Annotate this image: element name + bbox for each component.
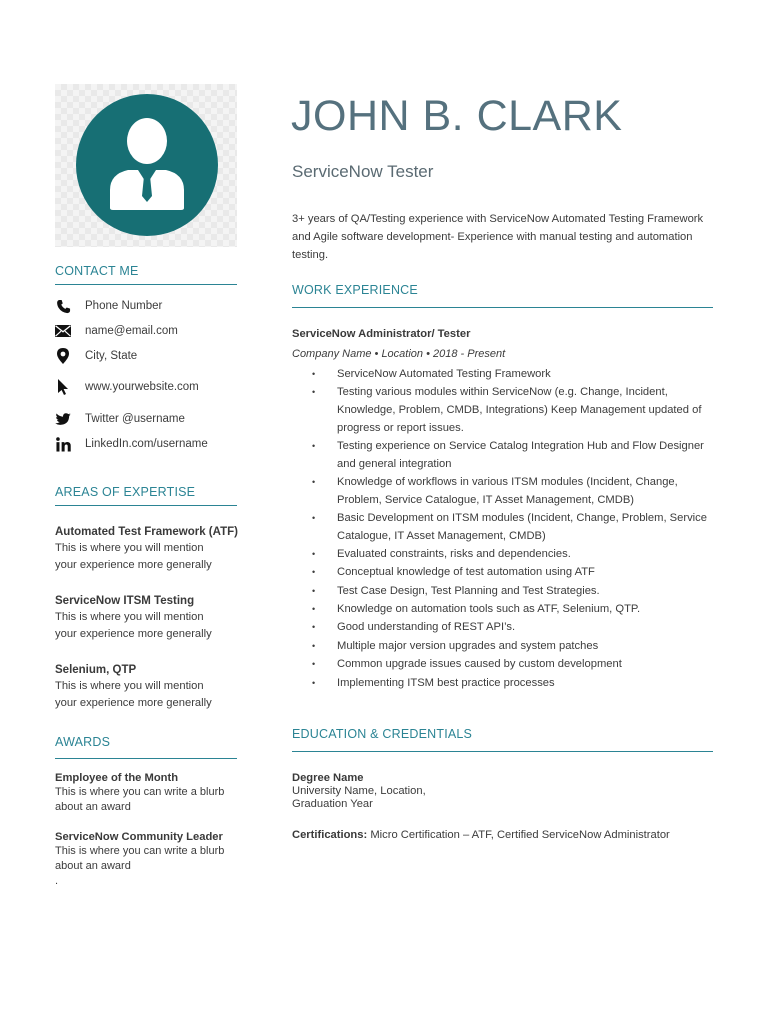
list-item	[312, 366, 712, 384]
contact-twitter-text[interactable]: Twitter @username	[85, 413, 185, 425]
award-item	[55, 831, 255, 889]
certifications-text: Micro Certification – ATF, Certified ServiceNow Administrator	[367, 829, 670, 841]
expertise-item-title: Automated Test Framework (ATF)	[55, 526, 238, 538]
award-item-line: This is where you can write a blurb	[55, 786, 225, 798]
degree-name: Degree Name	[292, 772, 364, 784]
awards-section	[55, 735, 237, 759]
award-item-line: about an award	[55, 801, 131, 813]
contact-phone	[55, 296, 245, 316]
list-item-text: Common upgrade issues caused by custom development	[337, 658, 622, 671]
expertise-divider	[55, 505, 237, 506]
contact-divider	[55, 284, 237, 285]
expertise-item-title: Selenium, QTP	[55, 664, 137, 676]
work-section	[292, 283, 713, 308]
bullet-icon: •	[312, 677, 316, 688]
list-item-text: Knowledge on automation tools such as ATF, Selenium, QTP.	[337, 603, 641, 616]
bullet-icon: •	[312, 640, 316, 651]
expertise-item-line: This is where you will mention	[55, 680, 204, 692]
expertise-item-text	[55, 609, 255, 643]
list-item	[312, 638, 712, 656]
list-item-text: ServiceNow Automated Testing Framework	[337, 368, 551, 380]
expertise-heading: AREAS OF EXPERTISE	[55, 485, 196, 499]
list-item-text: Multiple major version upgrades and system patches	[337, 639, 599, 652]
bullet-icon: •	[312, 440, 316, 451]
list-item	[312, 619, 712, 637]
graduation-year: Graduation Year	[292, 798, 373, 810]
job-responsibilities-list	[312, 366, 712, 693]
phone-icon	[55, 298, 71, 314]
bullet-icon: •	[312, 476, 316, 487]
certifications-label: Certifications:	[292, 829, 368, 841]
bullet-icon: •	[312, 387, 316, 398]
award-item-text	[55, 844, 255, 889]
cursor-icon	[55, 379, 71, 395]
bullet-icon: •	[312, 659, 316, 670]
expertise-item-line: your experience more generally	[55, 628, 212, 640]
contact-linkedin	[55, 434, 245, 454]
list-item-text: Test Case Design, Test Planning and Test Strategies.	[337, 584, 600, 597]
user-avatar-icon	[76, 94, 218, 236]
certifications-line	[292, 829, 732, 841]
bullet-icon: •	[312, 622, 316, 633]
list-item-text: Good understanding of REST API’s.	[337, 621, 516, 634]
expertise-item-line: your experience more generally	[55, 559, 212, 571]
linkedin-icon	[55, 436, 71, 452]
list-item-text: Testing experience on Service Catalog Integration Hub and Flow Designer and general integration	[337, 439, 704, 470]
contact-email	[55, 321, 245, 341]
list-item-text: Evaluated constraints, risks and dependencies.	[337, 547, 571, 560]
list-item-text: Basic Development on ITSM modules (Incident, Change, Problem, Service Catalogue, IT Asset Management, CMDB)	[337, 511, 707, 542]
contact-linkedin-text[interactable]: LinkedIn.com/username	[85, 438, 208, 450]
contact-twitter	[55, 409, 245, 429]
email-icon	[55, 323, 71, 339]
contact-heading: CONTACT ME	[55, 264, 139, 278]
expertise-item	[55, 526, 255, 574]
list-item-text: Implementing ITSM best practice processes	[337, 676, 555, 689]
bullet-icon: •	[312, 369, 316, 379]
education-divider	[292, 751, 713, 752]
list-item	[312, 510, 712, 545]
contact-section	[55, 264, 237, 285]
list-item	[312, 675, 712, 693]
degree-block	[292, 772, 712, 811]
award-item-line: .	[55, 875, 59, 887]
expertise-item-line: This is where you will mention	[55, 611, 204, 623]
list-item-text: Knowledge of workflows in various ITSM modules (Incident, Change, Problem, Service Catalogue, IT Asset Management, CMDB)	[337, 475, 678, 506]
bullet-icon: •	[312, 548, 316, 559]
award-item-text	[55, 785, 255, 815]
twitter-icon	[55, 411, 71, 427]
contact-phone-text: Phone Number	[85, 300, 163, 312]
awards-heading: AWARDS	[55, 735, 111, 749]
contact-website	[55, 377, 245, 397]
job-meta: Company Name • Location • 2018 - Present	[292, 348, 506, 360]
contact-website-text[interactable]: www.yourwebsite.com	[85, 381, 199, 393]
list-item	[312, 474, 712, 509]
work-heading: WORK EXPERIENCE	[292, 283, 418, 297]
list-item	[312, 601, 712, 619]
awards-divider	[55, 758, 237, 759]
award-item-line: This is where you can write a blurb	[55, 845, 225, 857]
list-item-text: Testing various modules within ServiceNow (e.g. Change, Incident, Knowledge, Problem, CMDB, Integrations) Keep Management updated of progress or report issues.	[337, 386, 702, 434]
expertise-item-text	[55, 540, 255, 574]
bullet-icon: •	[312, 512, 316, 523]
location-pin-icon	[55, 348, 71, 364]
list-item	[312, 546, 712, 564]
award-item-title: Employee of the Month	[55, 772, 179, 784]
list-item	[312, 384, 712, 437]
profile-photo-placeholder	[55, 84, 237, 247]
candidate-role: ServiceNow Tester	[292, 162, 434, 181]
contact-location	[55, 346, 245, 366]
expertise-item-title: ServiceNow ITSM Testing	[55, 595, 195, 607]
contact-email-text: name@email.com	[85, 325, 178, 337]
expertise-item	[55, 595, 255, 643]
list-item	[312, 564, 712, 582]
award-item-line: about an award	[55, 860, 131, 872]
bullet-icon: •	[312, 585, 316, 596]
university-name: University Name, Location,	[292, 785, 426, 797]
candidate-name: JOHN B. CLARK	[291, 92, 623, 140]
profile-summary: 3+ years of QA/Testing experience with ServiceNow Automated Testing Framework and Agile software development- Experience with manual testing and automation testing.	[292, 213, 704, 261]
work-divider	[292, 307, 713, 308]
award-item	[55, 772, 255, 815]
education-section	[292, 727, 713, 752]
expertise-section	[55, 485, 237, 506]
list-item	[312, 438, 712, 473]
list-item-text: Conceptual knowledge of test automation using ATF	[337, 566, 595, 579]
list-item	[312, 656, 712, 674]
expertise-item	[55, 664, 255, 712]
expertise-item-line: your experience more generally	[55, 697, 212, 709]
job-title: ServiceNow Administrator/ Tester	[292, 328, 471, 340]
expertise-item-text	[55, 678, 255, 712]
expertise-item-line: This is where you will mention	[55, 542, 204, 554]
award-item-title: ServiceNow Community Leader	[55, 831, 223, 843]
bullet-icon: •	[312, 604, 316, 615]
list-item	[312, 583, 712, 601]
bullet-icon: •	[312, 567, 316, 578]
education-heading: EDUCATION & CREDENTIALS	[292, 727, 473, 741]
contact-location-text: City, State	[85, 350, 138, 362]
